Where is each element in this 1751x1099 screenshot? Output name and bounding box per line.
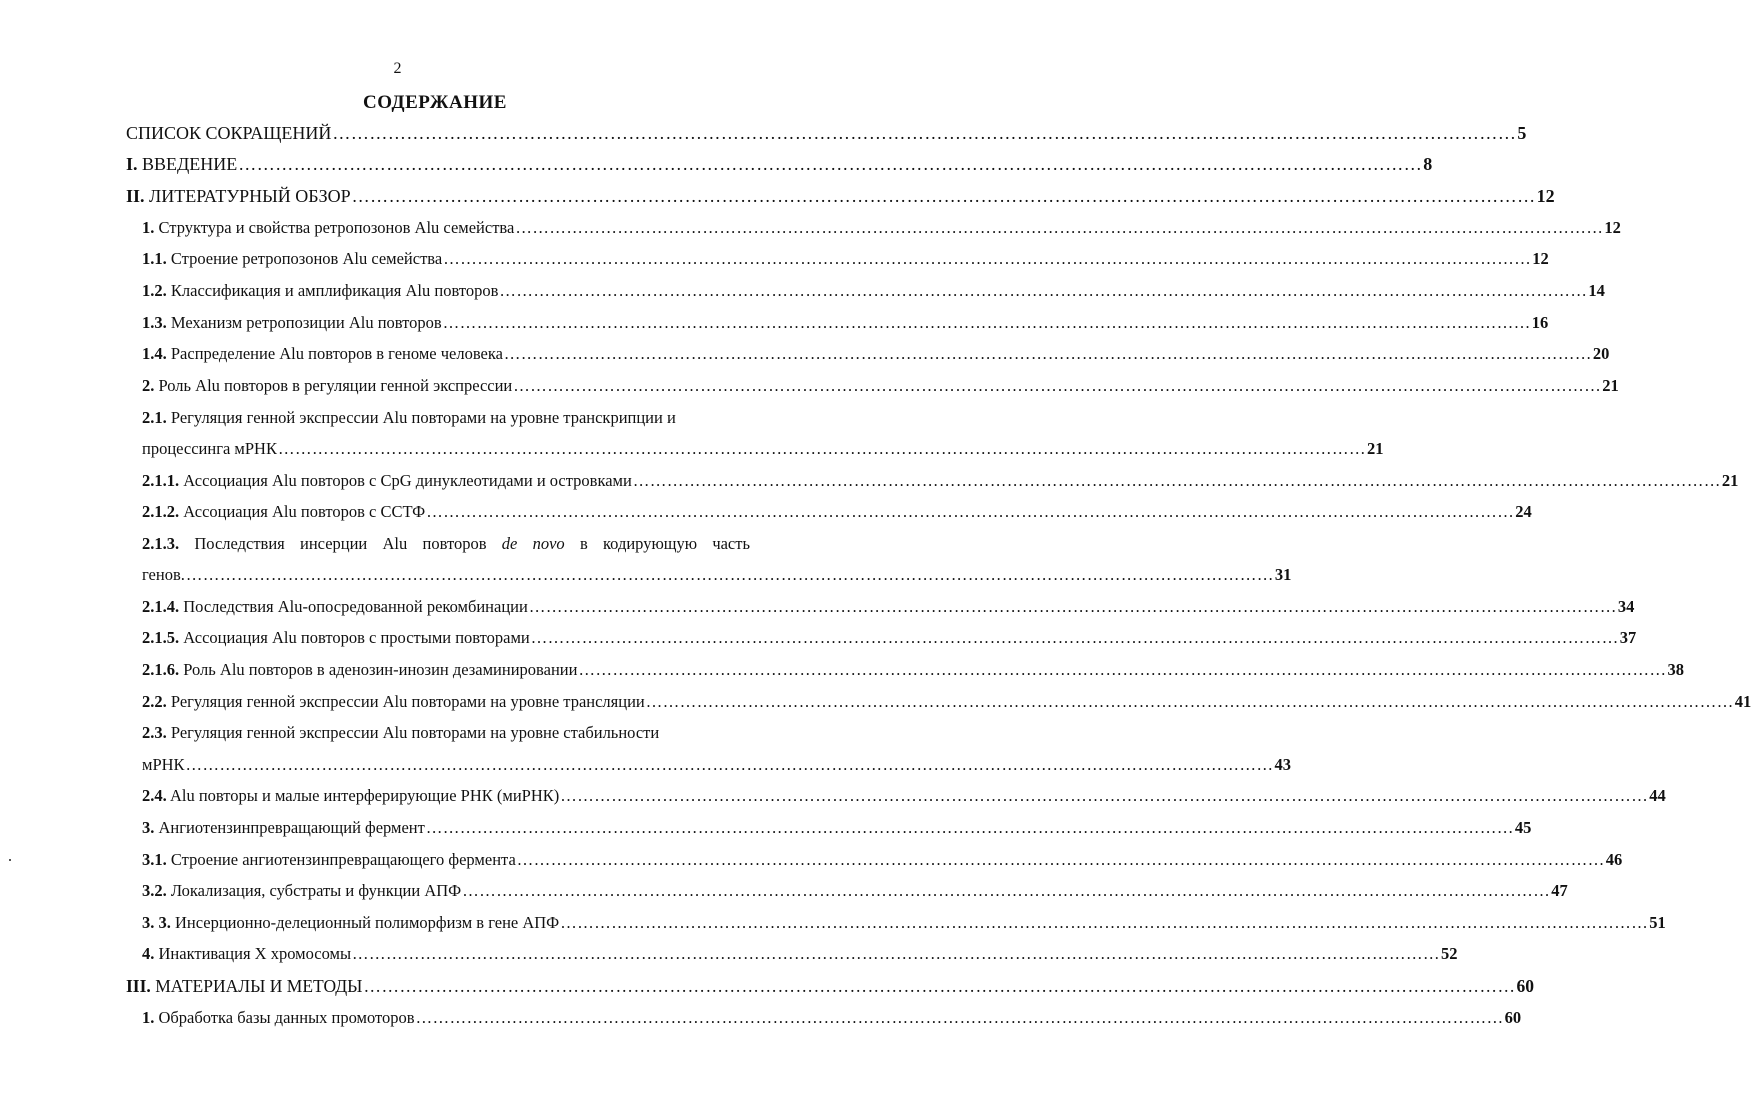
toc-entry-line1[interactable] — [142, 408, 750, 428]
toc-entry[interactable] — [142, 1008, 1522, 1028]
leader-dots: ………………………………………………………………………………………………………………………………………………………………………… — [332, 123, 1517, 143]
leader-dots: ………………………………………………………………………………………………………………………………………………………………………… — [560, 913, 1649, 932]
toc-entry-number: 1.2. — [142, 281, 167, 300]
toc-entry-page: 60 — [1504, 1008, 1522, 1027]
toc-entry-title: Классификация и амплификация Alu повторов — [166, 281, 499, 300]
toc-entry[interactable] — [142, 218, 1621, 238]
toc-entry-page: 12 — [1536, 186, 1555, 206]
toc-entry-number: 3. 3. — [142, 913, 171, 932]
toc-entry-page: 43 — [1274, 755, 1292, 774]
toc-entry-page: 24 — [1515, 502, 1532, 521]
toc-entry-page: 46 — [1605, 850, 1623, 869]
leader-dots: ………………………………………………………………………………………………………………………………………………………………………… — [443, 249, 1532, 268]
toc-entry-page: 21 — [1366, 439, 1384, 458]
toc-entry[interactable] — [142, 502, 1532, 522]
toc-entry[interactable] — [142, 471, 1739, 491]
toc-entry[interactable] — [142, 850, 1623, 870]
toc-entry-title-cont: процессинга мРНК — [142, 439, 277, 458]
toc-entry-number: 3.1. — [142, 850, 167, 869]
toc-entry-title: СПИСОК СОКРАЩЕНИЙ — [126, 123, 332, 143]
toc-entry[interactable] — [142, 281, 1605, 301]
leader-dots: ………………………………………………………………………………………………………………………………………………………………………… — [530, 628, 1619, 647]
toc-entry-title-italic: de novo — [501, 534, 565, 553]
leader-dots: ………………………………………………………………………………………………………………………………………………………………………… — [442, 313, 1531, 332]
toc-entry-line2[interactable] — [142, 439, 1384, 459]
toc-entry-title: Обработка базы данных промоторов — [154, 1008, 415, 1027]
toc-entry-title: Alu повторы и малые интерферирующие РНК (миРНК) — [166, 786, 560, 805]
leader-dots: ………………………………………………………………………………………………………………………………………………………………………… — [352, 944, 1441, 963]
toc-entry-title-cont: генов. — [142, 565, 185, 584]
leader-dots: ………………………………………………………………………………………………………………………………………………………………………… — [363, 976, 1516, 996]
toc-entry-page: 52 — [1441, 944, 1458, 963]
toc-entry-number: 3.2. — [142, 881, 167, 900]
toc-entry-page: 5 — [1517, 123, 1527, 143]
toc-entry[interactable] — [142, 881, 1568, 901]
toc-entry-title: Ангиотензинпревращающий фермент — [154, 818, 425, 837]
toc-entry-title-cont: мРНК — [142, 755, 185, 774]
toc-entry-title: Распределение Alu повторов в геноме человека — [166, 344, 503, 363]
leader-dots: ………………………………………………………………………………………………………………………………………………………………………… — [185, 565, 1274, 584]
toc-entry-page: 41 — [1734, 692, 1751, 711]
toc-entry-title: Инсерционно-делеционный полиморфизм в гене АПФ — [170, 913, 560, 932]
toc-entry-title: Регуляция генной экспрессии Alu повторами на уровне транскрипции и — [166, 408, 676, 427]
toc-entry[interactable] — [142, 786, 1666, 806]
toc-entry-page: 20 — [1592, 344, 1610, 363]
toc-entry-page: 12 — [1604, 218, 1621, 237]
toc-entry-literature-review[interactable] — [126, 186, 1555, 207]
toc-entry-introduction[interactable] — [126, 154, 1433, 175]
leader-dots: ………………………………………………………………………………………………………………………………………………………………………… — [238, 154, 1423, 174]
toc-entry-title: Ассоциация Alu повторов с простыми повторами — [179, 628, 530, 647]
toc-entry-number: 4. — [142, 944, 155, 963]
toc-entry-number: I. — [126, 154, 138, 174]
toc-entry-page: 37 — [1619, 628, 1637, 647]
toc-entry[interactable] — [142, 344, 1610, 364]
toc-entry-number: 2.4. — [142, 786, 167, 805]
page-title: СОДЕРЖАНИЕ — [363, 92, 507, 113]
toc-entry-page: 14 — [1588, 281, 1605, 300]
toc-entry-number: 1.4. — [142, 344, 167, 363]
toc-entry[interactable] — [142, 628, 1637, 648]
toc-entry-number: 2.1.6. — [142, 660, 180, 679]
toc-entry-line2[interactable] — [142, 755, 1292, 775]
toc-entry-page: 45 — [1514, 818, 1532, 837]
leader-dots: ………………………………………………………………………………………………………………………………………………………………………… — [515, 218, 1604, 237]
toc-entry-line1[interactable] — [142, 723, 750, 743]
leader-dots: ………………………………………………………………………………………………………………………………………………………………………… — [560, 786, 1649, 805]
page-number: 2 — [393, 60, 402, 77]
toc-entry[interactable] — [142, 913, 1666, 933]
toc-entry-title: МАТЕРИАЛЫ И МЕТОДЫ — [150, 976, 363, 996]
toc-entry[interactable] — [142, 249, 1549, 269]
toc-entry-page: 38 — [1667, 660, 1684, 679]
toc-entry[interactable] — [142, 692, 1751, 712]
leader-dots: ………………………………………………………………………………………………………………………………………………………………………… — [645, 692, 1734, 711]
toc-entry-number: 2.1.4. — [142, 597, 180, 616]
toc-entry-title: Механизм ретропозиции Alu повторов — [166, 313, 442, 332]
leader-dots: ………………………………………………………………………………………………………………………………………………………………………… — [503, 344, 1592, 363]
toc-entry-number: 2.1.3. — [142, 534, 180, 553]
toc-entry-title: ЛИТЕРАТУРНЫЙ ОБЗОР — [144, 186, 351, 206]
toc-entry-page: 34 — [1617, 597, 1635, 616]
toc-entry-title: Инактивация X хромосомы — [154, 944, 352, 963]
leader-dots: ………………………………………………………………………………………………………………………………………………………………………… — [415, 1008, 1504, 1027]
toc-entry-number: 1. — [142, 1008, 155, 1027]
toc-entry-page: 16 — [1531, 313, 1549, 332]
toc-entry-page: 8 — [1423, 154, 1433, 174]
toc-entry-title: Строение ретропозонов Alu семейства — [166, 249, 443, 268]
toc-entry-abbreviations[interactable] — [126, 123, 1527, 144]
toc-entry-number: 2.1.1. — [142, 471, 180, 490]
toc-entry[interactable] — [142, 944, 1458, 964]
toc-entry-title: Последствия Alu-опосредованной рекомбинации — [179, 597, 528, 616]
leader-dots: ………………………………………………………………………………………………………………………………………………………………………… — [351, 186, 1536, 206]
toc-entry-number: II. — [126, 186, 145, 206]
toc-entry-number: 2.2. — [142, 692, 167, 711]
leader-dots: ………………………………………………………………………………………………………………………………………………………………………… — [578, 660, 1667, 679]
toc-entry-title: Роль Alu повторов в аденозин-инозин дезаминировании — [179, 660, 578, 679]
scan-speck — [9, 859, 11, 861]
toc-entry-title: Ассоциация Alu повторов с ССТФ — [179, 502, 426, 521]
toc-entry-title: в кодирующую часть — [564, 534, 750, 553]
leader-dots: ………………………………………………………………………………………………………………………………………………………………………… — [426, 502, 1515, 521]
leader-dots: ………………………………………………………………………………………………………………………………………………………………………… — [185, 755, 1274, 774]
toc-entry-number: 1.1. — [142, 249, 167, 268]
toc-entry-number: 1. — [142, 218, 155, 237]
toc-entry-title: Последствия инсерции Alu повторов — [179, 534, 502, 553]
toc-entry-page: 51 — [1649, 913, 1666, 932]
toc-entry-number: 2.1.5. — [142, 628, 180, 647]
toc-entry-page: 12 — [1532, 249, 1549, 268]
toc-entry[interactable] — [142, 660, 1684, 680]
toc-entry-title: Локализация, субстраты и функции АПФ — [166, 881, 462, 900]
toc-entry-page: 60 — [1516, 976, 1534, 996]
toc-entry-number: 1.3. — [142, 313, 167, 332]
leader-dots: ………………………………………………………………………………………………………………………………………………………………………… — [277, 439, 1366, 458]
leader-dots: ………………………………………………………………………………………………………………………………………………………………………… — [632, 471, 1721, 490]
toc-entry-page: 31 — [1274, 565, 1292, 584]
toc-entry-number: 3. — [142, 818, 155, 837]
toc-entry-number: 2.1.2. — [142, 502, 180, 521]
leader-dots: ………………………………………………………………………………………………………………………………………………………………………… — [513, 376, 1602, 395]
leader-dots: ………………………………………………………………………………………………………………………………………………………………………… — [528, 597, 1617, 616]
toc-entry-line1[interactable] — [142, 534, 750, 554]
leader-dots: ………………………………………………………………………………………………………………………………………………………………………… — [499, 281, 1588, 300]
toc-entry-number: 2. — [142, 376, 155, 395]
toc-entry-title: Роль Alu повторов в регуляции генной экспрессии — [154, 376, 513, 395]
leader-dots: ………………………………………………………………………………………………………………………………………………………………………… — [462, 881, 1551, 900]
toc-entry-page: 47 — [1551, 881, 1568, 900]
toc-entry-number: III. — [126, 976, 151, 996]
toc-entry-title: Ассоциация Alu повторов с CpG динуклеотидами и островками — [179, 471, 632, 490]
toc-entry[interactable] — [142, 376, 1619, 396]
toc-entry[interactable] — [142, 313, 1549, 333]
toc-entry[interactable] — [142, 597, 1635, 617]
toc-entry-line2[interactable] — [142, 565, 1292, 585]
toc-entry-number: 2.3. — [142, 723, 167, 742]
leader-dots: ………………………………………………………………………………………………………………………………………………………………………… — [516, 850, 1605, 869]
toc-entry[interactable] — [142, 818, 1532, 838]
toc-entry-page: 21 — [1602, 376, 1619, 395]
toc-entry-title: Структура и свойства ретропозонов Alu семейства — [154, 218, 515, 237]
toc-entry-title: Регуляция генной экспрессии Alu повторами на уровне стабильности — [166, 723, 660, 742]
toc-entry-page: 44 — [1649, 786, 1666, 805]
toc-entry-number: 2.1. — [142, 408, 167, 427]
toc-entry-title: Строение ангиотензинпревращающего фермента — [166, 850, 516, 869]
toc-entry-title: Регуляция генной экспрессии Alu повторами на уровне трансляции — [166, 692, 645, 711]
toc-entry-materials-methods[interactable] — [126, 976, 1534, 997]
toc-entry-title: ВВЕДЕНИЕ — [137, 154, 238, 174]
toc-entry-page: 21 — [1721, 471, 1739, 490]
leader-dots: ………………………………………………………………………………………………………………………………………………………………………… — [425, 818, 1514, 837]
